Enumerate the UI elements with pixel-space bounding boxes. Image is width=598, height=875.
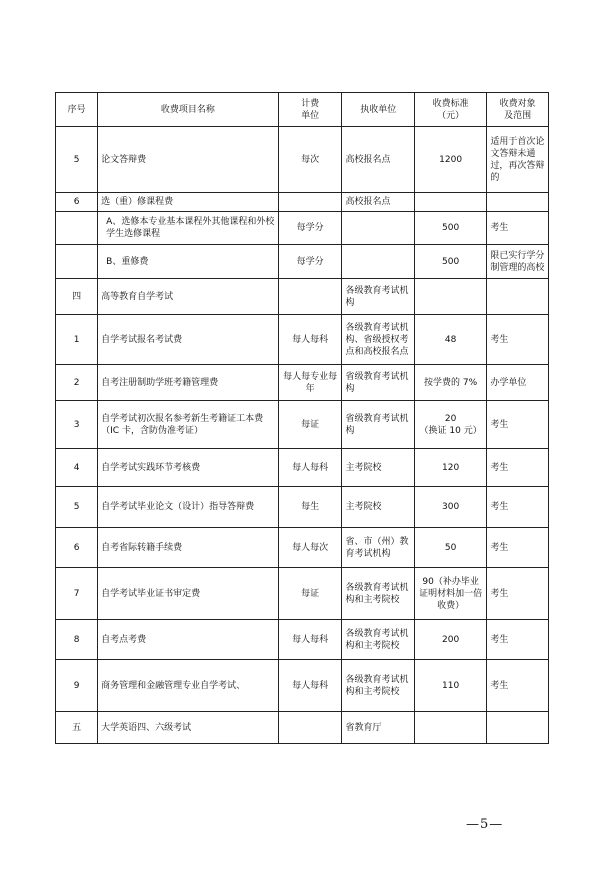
cell-no: 4 xyxy=(56,449,98,487)
cell-no: 2 xyxy=(56,365,98,401)
cell-dept: 高校报名点 xyxy=(342,193,414,212)
table-row xyxy=(56,449,549,487)
cell-unit: 每学分 xyxy=(278,245,342,279)
cell-name: 商务管理和金融管理专业自学考试、 xyxy=(98,660,279,712)
cell-name: 大学英语四、六级考试 xyxy=(98,712,279,744)
cell-scope xyxy=(487,279,549,315)
cell-scope: 限已实行学分制管理的高校 xyxy=(487,245,549,279)
header-no: 序号 xyxy=(56,93,98,127)
header-std: 收费标准 （元） xyxy=(414,93,486,127)
table-row xyxy=(56,568,549,620)
cell-dept xyxy=(342,245,414,279)
cell-std: 120 xyxy=(414,449,486,487)
cell-unit: 每人每专业每年 xyxy=(278,365,342,401)
cell-no xyxy=(56,245,98,279)
page-number: —5— xyxy=(466,817,504,832)
cell-name: 自学考试报名考试费 xyxy=(98,315,279,365)
cell-name: 自学考试初次报名参考新生考籍证工本费（IC 卡，含防伪准考证） xyxy=(98,401,279,449)
table-row xyxy=(56,245,549,279)
cell-no: 5 xyxy=(56,127,98,193)
cell-no: 6 xyxy=(56,193,98,212)
table-row xyxy=(56,620,549,660)
cell-std: 50 xyxy=(414,528,486,568)
cell-no: 7 xyxy=(56,568,98,620)
header-unit: 计费 单位 xyxy=(278,93,342,127)
cell-dept: 各级教育考试机构、省级授权考点和高校报名点 xyxy=(342,315,414,365)
cell-scope: 考生 xyxy=(487,620,549,660)
table-row xyxy=(56,315,549,365)
cell-scope: 适用于首次论文答辩未通过，再次答辩的 xyxy=(487,127,549,193)
cell-dept: 主考院校 xyxy=(342,449,414,487)
cell-dept: 各级教育考试机构 xyxy=(342,279,414,315)
cell-unit: 每人每科 xyxy=(278,660,342,712)
cell-scope: 考生 xyxy=(487,401,549,449)
cell-unit: 每学分 xyxy=(278,212,342,245)
cell-no: 5 xyxy=(56,487,98,528)
cell-name: 自学考试毕业证书审定费 xyxy=(98,568,279,620)
cell-std: 20 （换证 10 元） xyxy=(414,401,486,449)
table-row xyxy=(56,401,549,449)
cell-scope: 考生 xyxy=(487,660,549,712)
table-row xyxy=(56,127,549,193)
cell-no: 五 xyxy=(56,712,98,744)
cell-dept: 省、市（州）教育考试机构 xyxy=(342,528,414,568)
cell-dept: 各级教育考试机构和主考院校 xyxy=(342,660,414,712)
cell-name: 高等教育自学考试 xyxy=(98,279,279,315)
cell-scope: 考生 xyxy=(487,449,549,487)
cell-name: 自考点考费 xyxy=(98,620,279,660)
table-row xyxy=(56,528,549,568)
cell-scope: 考生 xyxy=(487,212,549,245)
table-header-row xyxy=(56,93,549,127)
cell-name: 自学考试毕业论文（设计）指导答辩费 xyxy=(98,487,279,528)
cell-scope: 办学单位 xyxy=(487,365,549,401)
cell-dept: 各级教育考试机构和主考院校 xyxy=(342,620,414,660)
table-row xyxy=(56,212,549,245)
cell-scope: 考生 xyxy=(487,568,549,620)
header-name: 收费项目名称 xyxy=(98,93,279,127)
cell-dept xyxy=(342,212,414,245)
cell-no: 8 xyxy=(56,620,98,660)
cell-dept: 省级教育考试机构 xyxy=(342,401,414,449)
table-row xyxy=(56,193,549,212)
cell-no: 6 xyxy=(56,528,98,568)
cell-dept: 省教育厅 xyxy=(342,712,414,744)
cell-scope: 考生 xyxy=(487,528,549,568)
cell-scope: 考生 xyxy=(487,487,549,528)
header-dept: 执收单位 xyxy=(342,93,414,127)
cell-unit xyxy=(278,193,342,212)
cell-name: 自考省际转籍手续费 xyxy=(98,528,279,568)
cell-name: 选（重）修课程费 xyxy=(98,193,279,212)
cell-unit: 每人每科 xyxy=(278,449,342,487)
cell-name: A、选修本专业基本课程外其他课程和外校学生选修课程 xyxy=(98,212,279,245)
cell-unit: 每证 xyxy=(278,401,342,449)
cell-std: 1200 xyxy=(414,127,486,193)
cell-std: 200 xyxy=(414,620,486,660)
cell-std: 300 xyxy=(414,487,486,528)
cell-unit: 每次 xyxy=(278,127,342,193)
cell-no xyxy=(56,212,98,245)
cell-no: 9 xyxy=(56,660,98,712)
cell-std: 按学费的 7% xyxy=(414,365,486,401)
fee-table xyxy=(55,92,549,744)
cell-name: 自学考试实践环节考核费 xyxy=(98,449,279,487)
cell-unit: 每证 xyxy=(278,568,342,620)
cell-scope xyxy=(487,712,549,744)
cell-unit: 每人每次 xyxy=(278,528,342,568)
cell-dept: 主考院校 xyxy=(342,487,414,528)
cell-no: 3 xyxy=(56,401,98,449)
cell-unit: 每人每科 xyxy=(278,315,342,365)
cell-std: 500 xyxy=(414,212,486,245)
cell-unit: 每生 xyxy=(278,487,342,528)
cell-name: 论文答辩费 xyxy=(98,127,279,193)
cell-dept: 省级教育考试机构 xyxy=(342,365,414,401)
header-scope: 收费对象 及范围 xyxy=(487,93,549,127)
cell-std: 90（补办毕业证明材料加一倍收费） xyxy=(414,568,486,620)
cell-scope xyxy=(487,193,549,212)
cell-name: 自考注册制助学班考籍管理费 xyxy=(98,365,279,401)
table-row xyxy=(56,365,549,401)
cell-no: 1 xyxy=(56,315,98,365)
table-row xyxy=(56,712,549,744)
table-row xyxy=(56,660,549,712)
cell-std: 500 xyxy=(414,245,486,279)
cell-std xyxy=(414,712,486,744)
cell-std: 48 xyxy=(414,315,486,365)
table-row xyxy=(56,487,549,528)
cell-std xyxy=(414,279,486,315)
cell-unit xyxy=(278,712,342,744)
cell-dept: 高校报名点 xyxy=(342,127,414,193)
cell-std: 110 xyxy=(414,660,486,712)
cell-no: 四 xyxy=(56,279,98,315)
cell-std xyxy=(414,193,486,212)
cell-name: B、重修费 xyxy=(98,245,279,279)
cell-unit: 每人每科 xyxy=(278,620,342,660)
cell-scope: 考生 xyxy=(487,315,549,365)
cell-dept: 各级教育考试机构和主考院校 xyxy=(342,568,414,620)
cell-unit xyxy=(278,279,342,315)
table-row xyxy=(56,279,549,315)
